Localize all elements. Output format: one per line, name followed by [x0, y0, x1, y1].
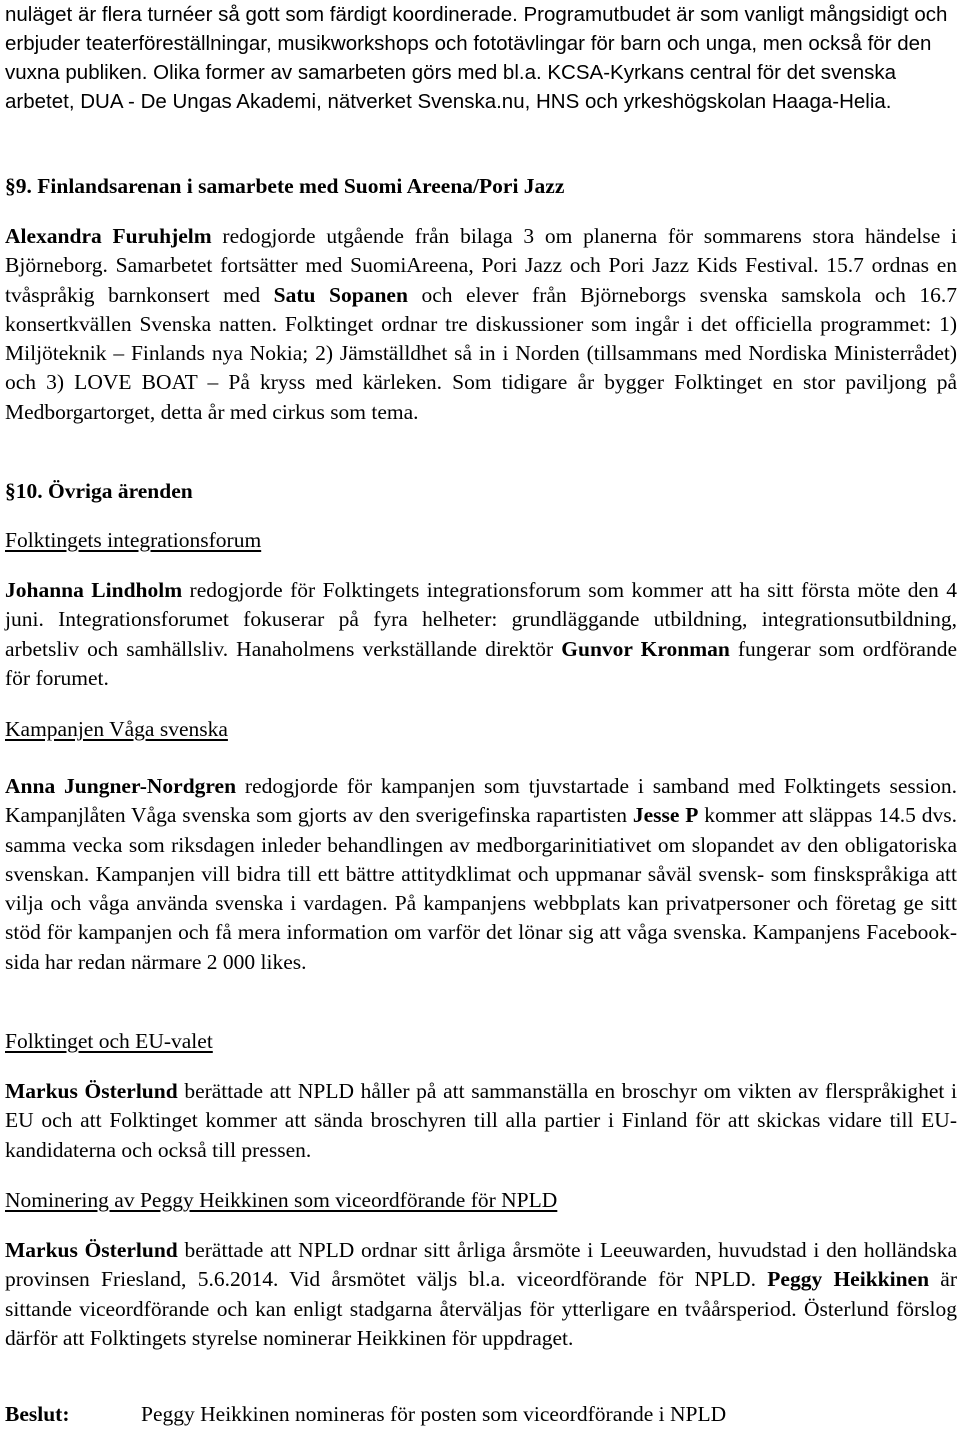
paragraph-text: och elever från Björneborgs svenska samskola och 16.7 konsertkvällen Svenska natten. Folktinget ordnar tre diskussioner som ingår i det officiella programmet: 1) Miljöteknik – Finlands nya Nokia; 2) Jämställdhet så in i Norden (tillsammans med Nordiska Ministerrådet) och 3) LOVE BOAT – På kryss med kärleken. Som tidigare år bygger Folktinget en stor paviljong på Medborgartorget, detta år med cirkus som tema.	[5, 282, 957, 424]
subheading-nomination: Nominering av Peggy Heikkinen som viceordförande för NPLD	[5, 1188, 558, 1212]
intro-paragraph: nuläget är flera turnéer så gott som färdigt koordinerade. Programutbudet är som vanligt mångsidigt och erbjuder teaterföreställningar, musikworkshops och fototävlingar för barn och unga, men också för den vuxna publiken. Olika former av samarbeten görs med bl.a. KCSA-Kyrkans central för det svenska arbetet, DUA - De Ungas Akademi, nätverket Svenska.nu, HNS och yrkeshögskolan Haaga-Helia.	[5, 3, 948, 113]
paragraph-text: redogjorde för kampanjen som tjuvstartade i samband med Folktingets session. Kampanjlåten Våga svenska som gjorts av den sverigefinska rapartisten	[5, 774, 957, 828]
decision-line	[5, 1400, 955, 1429]
paragraph-text: fungerar som ordförande för forumet.	[5, 636, 957, 690]
paragraph-text: berättade att NPLD ordnar sitt årliga årsmöte i Leeuwarden, huvudstad i den holländska provinsen Friesland, 5.6.2014. Vid årsmötet väljs bl.a. viceordförande för NPLD.	[5, 1238, 957, 1292]
decision-label: Beslut:	[5, 1402, 70, 1426]
section-9-paragraph	[5, 222, 957, 427]
person-name: Alexandra Furuhjelm	[5, 224, 212, 248]
subheading-campaign: Kampanjen Våga svenska	[5, 717, 228, 741]
eu-election-paragraph	[5, 1077, 957, 1165]
subheading-eu-election: Folktinget och EU-valet	[5, 1029, 213, 1053]
paragraph-text: är sittande viceordförande och kan enligt stadgarna återväljas för ytterligare en tvåårsperiod. Österlund förslog därför att Folktingets styrelse nominerar Heikkinen för uppdraget.	[5, 1267, 958, 1350]
section-10-heading: §10. Övriga ärenden	[5, 479, 193, 503]
person-name: Jesse P	[632, 803, 699, 828]
person-name: Markus Österlund	[5, 1238, 178, 1262]
paragraph-text: berättade att NPLD håller på att sammanställa en broschyr om vikten av flerspråkighet i EU och att Folktinget kommer att sända broschyren till alla partier i Finland för att skickas vidare till EU-kandidaterna och också till pressen.	[5, 1079, 957, 1162]
person-name: Peggy Heikkinen	[767, 1267, 930, 1292]
person-name: Anna Jungner-Nordgren	[5, 774, 237, 798]
person-name: Markus Österlund	[5, 1079, 178, 1103]
person-name: Johanna Lindholm	[5, 578, 183, 602]
paragraph-text: redogjorde för Folktingets integrationsforum som kommer att ha sitt första möte den 4 juni. Integrationsforumet fokuserar på fyra helheter: grundläggande utbildning, integrationsutbildning, arbetsliv och samhällsliv. Hanaholmens verkställande direktör	[5, 578, 957, 661]
section-9-heading: §9. Finlandsarenan i samarbete med Suomi Areena/Pori Jazz	[5, 174, 565, 198]
decision-text: Peggy Heikkinen nomineras för posten som viceordförande i NPLD	[141, 1402, 727, 1426]
person-name: Gunvor Kronman	[561, 636, 730, 661]
campaign-paragraph	[5, 772, 957, 977]
nomination-paragraph	[5, 1236, 957, 1353]
integration-forum-paragraph	[5, 576, 957, 693]
person-name: Satu Sopanen	[273, 282, 408, 307]
paragraph-text: redogjorde utgående från bilaga 3 om planerna för sommarens stora händelse i Björneborg. Samarbetet fortsätter med SuomiAreena, Pori Jazz och Pori Jazz Kids Festival. 15.7 ordnas en tvåspråkig barnkonsert med	[5, 224, 957, 307]
subheading-integration-forum: Folktingets integrationsforum	[5, 528, 262, 552]
paragraph-text: kommer att släppas 14.5 dvs. samma vecka som riksdagen inleder behandlingen av medborgarinitiativet om slopandet av den obligatoriska svenskan. Kampanjen vill bidra till ett bättre attitydklimat och uppmanar såväl svensk- som finskspråkiga att vilja och våga använda svenska i vardagen. På kampanjens webbplats kan privatpersoner och företag ge sitt stöd för kampanjen och få mera information om varför det lönar sig att våga svenska. Kampanjens Facebook-sida har redan närmare 2 000 likes.	[5, 803, 957, 974]
